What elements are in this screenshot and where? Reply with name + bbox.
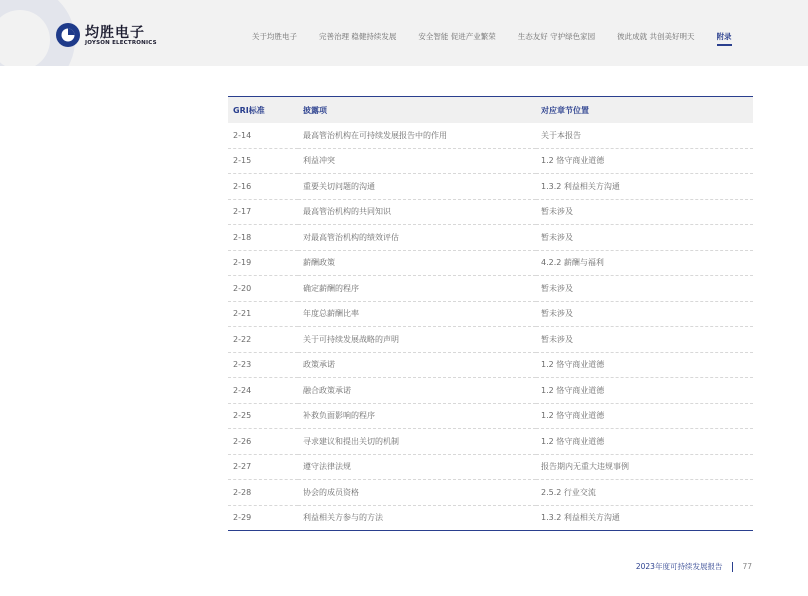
cell-section: 1.3.2 利益相关方沟通 [536, 174, 753, 200]
cell-section: 2.5.2 行业交流 [536, 480, 753, 506]
table-row [228, 148, 753, 174]
company-logo[interactable] [55, 22, 175, 50]
cell-disclosure: 薪酬政策 [298, 250, 536, 276]
cell-section: 1.3.2 利益相关方沟通 [536, 505, 753, 531]
top-navigation [252, 31, 732, 42]
nav-item-about[interactable]: 关于均胜电子 [252, 32, 297, 41]
table-row [228, 123, 753, 148]
table-row [228, 250, 753, 276]
table-row [228, 505, 753, 531]
cell-disclosure: 利益冲突 [298, 148, 536, 174]
gri-index-table [228, 96, 753, 531]
table-row [228, 454, 753, 480]
column-header-disclosure: 披露项 [303, 105, 327, 115]
cell-section: 暂未涉及 [536, 301, 753, 327]
cell-section: 暂未涉及 [536, 199, 753, 225]
cell-disclosure: 最高管治机构的共同知识 [298, 199, 536, 225]
cell-gri-code: 2-28 [228, 480, 298, 506]
cell-gri-code: 2-23 [228, 352, 298, 378]
cell-gri-code: 2-27 [228, 454, 298, 480]
cell-section: 暂未涉及 [536, 276, 753, 302]
cell-disclosure: 利益相关方参与的方法 [298, 505, 536, 531]
cell-gri-code: 2-14 [228, 123, 298, 148]
cell-gri-code: 2-16 [228, 174, 298, 200]
table-row [228, 225, 753, 251]
cell-section: 1.2 恪守商业道德 [536, 378, 753, 404]
cell-disclosure: 政策承诺 [298, 352, 536, 378]
cell-disclosure: 重要关切问题的沟通 [298, 174, 536, 200]
column-header-section: 对应章节位置 [541, 105, 589, 115]
cell-disclosure: 融合政策承诺 [298, 378, 536, 404]
table-row [228, 429, 753, 455]
cell-disclosure: 协会的成员资格 [298, 480, 536, 506]
page-header [0, 0, 808, 66]
cell-gri-code: 2-25 [228, 403, 298, 429]
table-row [228, 480, 753, 506]
table-header-row [228, 97, 753, 124]
cell-gri-code: 2-26 [228, 429, 298, 455]
cell-section: 报告期内无重大违规事例 [536, 454, 753, 480]
table-row [228, 378, 753, 404]
gri-index-table-container [228, 96, 753, 531]
cell-disclosure: 确定薪酬的程序 [298, 276, 536, 302]
cell-section: 暂未涉及 [536, 327, 753, 353]
cell-section: 4.2.2 薪酬与福利 [536, 250, 753, 276]
logo-mark-icon [55, 22, 81, 48]
table-row [228, 276, 753, 302]
cell-disclosure: 最高管治机构在可持续发展报告中的作用 [298, 123, 536, 148]
page-footer [636, 561, 752, 572]
cell-gri-code: 2-24 [228, 378, 298, 404]
cell-disclosure: 年度总薪酬比率 [298, 301, 536, 327]
column-header-gri: GRI标准 [233, 105, 265, 115]
cell-section: 关于本报告 [536, 123, 753, 148]
nav-item-governance[interactable]: 完善治理 稳健持续发展 [319, 32, 397, 41]
cell-gri-code: 2-17 [228, 199, 298, 225]
footer-divider [732, 562, 733, 572]
cell-section: 1.2 恪守商业道德 [536, 403, 753, 429]
cell-gri-code: 2-15 [228, 148, 298, 174]
table-row [228, 174, 753, 200]
cell-gri-code: 2-22 [228, 327, 298, 353]
table-row [228, 199, 753, 225]
nav-item-appendix-label: 附录 [716, 32, 732, 41]
cell-disclosure: 寻求建议和提出关切的机制 [298, 429, 536, 455]
active-nav-underline [717, 44, 732, 46]
table-row [228, 327, 753, 353]
cell-disclosure: 补救负面影响的程序 [298, 403, 536, 429]
nav-item-community[interactable]: 彼此成就 共创美好明天 [617, 32, 695, 41]
cell-disclosure: 遵守法律法规 [298, 454, 536, 480]
cell-disclosure: 对最高管治机构的绩效评估 [298, 225, 536, 251]
cell-gri-code: 2-19 [228, 250, 298, 276]
page-number: 77 [742, 562, 752, 571]
nav-item-ecology[interactable]: 生态友好 守护绿色家园 [517, 32, 596, 41]
cell-gri-code: 2-20 [228, 276, 298, 302]
cell-gri-code: 2-21 [228, 301, 298, 327]
cell-section: 1.2 恪守商业道德 [536, 352, 753, 378]
table-row [228, 352, 753, 378]
nav-item-appendix[interactable] [717, 31, 732, 42]
table-row [228, 403, 753, 429]
cell-section: 1.2 恪守商业道德 [536, 429, 753, 455]
logo-name-en: JOYSON ELECTRONICS [85, 40, 157, 46]
footer-report-title: 2023年度可持续发展报告 [635, 562, 723, 571]
logo-name-cn: 均胜电子 [85, 25, 145, 41]
cell-disclosure: 关于可持续发展战略的声明 [298, 327, 536, 353]
cell-gri-code: 2-29 [228, 505, 298, 531]
nav-item-safety[interactable]: 安全智能 促进产业繁荣 [418, 32, 496, 41]
cell-gri-code: 2-18 [228, 225, 298, 251]
cell-section: 暂未涉及 [536, 225, 753, 251]
cell-section: 1.2 恪守商业道德 [536, 148, 753, 174]
table-row [228, 301, 753, 327]
table-body [228, 123, 753, 531]
